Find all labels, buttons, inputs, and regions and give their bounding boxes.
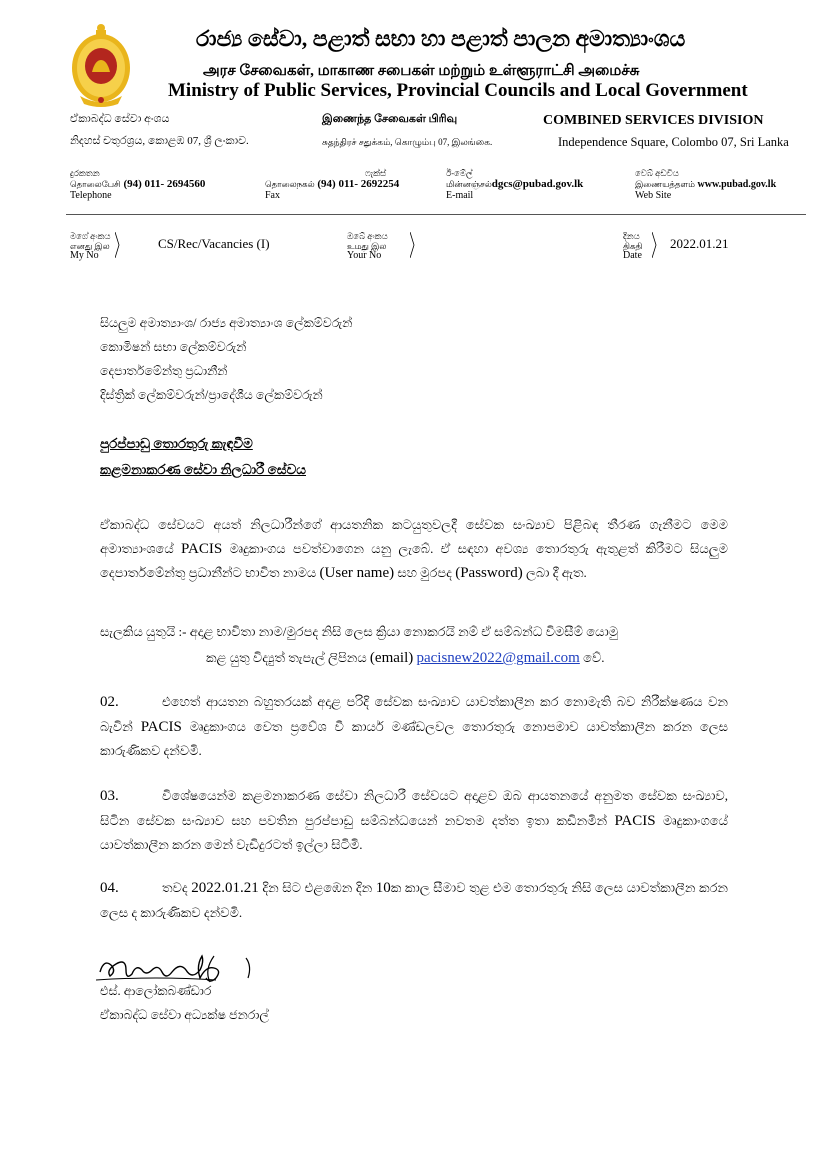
p2-pacis: PACIS bbox=[140, 718, 182, 735]
date-label bbox=[623, 232, 642, 261]
email-label-ta: மின்னஞ்சல் bbox=[446, 179, 492, 189]
website-address[interactable]: www.pubad.gov.lk bbox=[697, 179, 777, 190]
p4-days: 10 bbox=[375, 880, 391, 896]
division-name-english: COMBINED SERVICES DIVISION bbox=[543, 113, 764, 128]
p1-text-d: ලබා දී ඇත. bbox=[522, 565, 587, 580]
telephone-number: (94) 011- 2694560 bbox=[123, 178, 206, 190]
my-no-label-en: My No bbox=[70, 250, 99, 261]
telephone-label-ta: தொலைபேசி bbox=[70, 179, 121, 189]
contact-telephone bbox=[70, 168, 205, 201]
signatory-title: ඒකාබද්ධ සේවා අධ්‍යක්ෂ ජනරාල් bbox=[100, 1008, 269, 1022]
website-label-ta: இணையத்தளம் bbox=[635, 179, 695, 189]
paragraph-3 bbox=[100, 784, 728, 857]
date-label-ta: திகதி bbox=[623, 240, 643, 251]
your-no-label bbox=[347, 232, 388, 261]
contact-email-link[interactable]: pacisnew2022@gmail.com bbox=[416, 650, 580, 666]
your-no-label-en: Your No bbox=[347, 250, 382, 261]
p3-number: 03. bbox=[100, 788, 119, 804]
p4-text-a: තවද bbox=[162, 880, 192, 895]
note-text-a: කළ යුතු විද්‍යුත් තැපැල් ලිපිනය bbox=[206, 650, 370, 665]
my-no-value: CS/Rec/Vacancies (I) bbox=[158, 236, 270, 251]
telephone-label-si: දුරකතන bbox=[70, 168, 100, 178]
paragraph-1 bbox=[100, 513, 728, 586]
p4-date: 2022.01.21 bbox=[191, 880, 259, 896]
your-no-label-si: ඔබේ අංකය bbox=[347, 231, 388, 241]
p4-number: 04. bbox=[100, 880, 119, 896]
addressee-line: දෙපාර්තමේන්තු ප්‍රධානීන් bbox=[100, 364, 228, 378]
p1-password: (Password) bbox=[455, 565, 523, 581]
contact-fax bbox=[265, 168, 399, 201]
date-value: 2022.01.21 bbox=[670, 236, 729, 251]
date-label-en: Date bbox=[623, 250, 642, 261]
bracket-icon bbox=[652, 232, 657, 258]
bracket-icon bbox=[115, 232, 120, 258]
p3-pacis: PACIS bbox=[614, 812, 656, 829]
p3-text-a: විශේෂයෙන්ම කළමනාකරණ සේවා නිලධාරී සේවයට අදාළව ඔබ ආයතනයේ අනුමත සේවක සංඛ්‍යාව, සිටින සේවක සංඛ්‍යාව සහ පවතින පුරප්පාඩු සම්බන්ධයෙන් නවතම දත්ත ඉතා කඩිනමින් bbox=[100, 788, 728, 828]
fax-number: (94) 011- 2692254 bbox=[317, 178, 400, 190]
paragraph-4 bbox=[100, 876, 728, 924]
p2-text-b: මෘදුකාංගය වෙත ප්‍රවේශ වී කාර්ය මණ්ඩලවල තොරතුරු නොපමාව යාවත්කාලීන කරන ලෙස කාරුණිකව දන්වමි. bbox=[100, 718, 728, 758]
my-no-label-ta: எனது இல bbox=[70, 240, 110, 251]
ministry-name-sinhala: රාජ්‍ය සේවා, පළාත් සභා හා පළාත් පාලන අමාත්‍යාංශය bbox=[196, 26, 686, 51]
note-email-label: (email) bbox=[369, 650, 414, 666]
website-label-si: වෙබ් අඩවිය bbox=[635, 168, 679, 178]
ministry-name-english: Ministry of Public Services, Provincial Councils and Local Government bbox=[168, 80, 748, 101]
p2-text-a: එහෙත් ආයතන බහුතරයක් අදාළ පරිදි සේවක සංඛ්‍යාව යාවත්කාලීන කර නොමැති බව නිරීක්ෂණය වන බැවින් bbox=[100, 694, 728, 734]
p4-text-b: දින සිට එළඹෙන දින bbox=[258, 880, 376, 895]
ministry-name-tamil: அரச சேவைகள், மாகாண சபைகள் மற்றும் உள்ளூராட்சி அமைச்சு bbox=[203, 63, 640, 79]
p1-text-a: ඒකාබද්ධ සේවයට අයත් නිලධාරීන්ගේ ආයතනික කටයුතුවලදී සේවක සංඛ්‍යාව පිළිබඳ තීරණ ගැනීමට මෙම අමාත්‍යාංශයේ bbox=[100, 517, 728, 556]
my-no-label-si: මගේ අංකය bbox=[70, 231, 111, 241]
p1-text-b: මෘදුකාංගය පවත්වාගෙන යනු ලැබේ. ඒ සඳහා අවශ්‍ය තොරතුරු ඇතුළත් කිරීමට සියලුම දෙපාර්තමේන්තු ප්‍රධානීන්ට භාවිත නාමය bbox=[100, 540, 728, 580]
p1-pacis: PACIS bbox=[181, 540, 223, 557]
subject-line-2: කළමනාකරණ සේවා නිලධාරී සේවය bbox=[100, 462, 306, 477]
website-label-en: Web Site bbox=[635, 190, 672, 201]
note-line-2 bbox=[206, 650, 605, 667]
subject-line-1: පුරප්පාඩු තොරතුරු කැඳවීම bbox=[100, 436, 253, 451]
fax-label-si: ෆැක්ස් bbox=[365, 168, 387, 178]
addressee-line: දිස්ත්‍රික් ලේකම්වරුන්/ප්‍රාදේශීය ලේකම්වරුන් bbox=[100, 388, 323, 402]
contact-email bbox=[446, 168, 583, 201]
contact-website bbox=[635, 168, 776, 201]
p1-text-c: සහ මුරපද bbox=[394, 565, 456, 580]
fax-label-ta: தொலைநகல் bbox=[265, 179, 315, 189]
signatory-name: එස්. ආලෝකබණ්ඩාර bbox=[100, 984, 212, 998]
note-line-1: සැලකිය යුතුයි :- අදාළ භාවිතා නාම/මුරපද නිසි ලෙස ක්‍රියා නොකරයි නම් ඒ සම්බන්ධ විමසීම් යොමු bbox=[100, 624, 619, 639]
email-label-si: ඊ-මේල් bbox=[446, 168, 473, 178]
p4-text-c: ක කාල සීමාව තුළ එම තොරතුරු නිසි ලෙස යාවත්කාලීන කරන ලෙස ද කාරුණිකව දන්වමි. bbox=[100, 880, 728, 920]
division-name-tamil: இணைந்த சேவைகள் பிரிவு bbox=[322, 113, 458, 125]
p3-text-b: මෘදුකාංගයේ යාවත්කාලීන කරන මෙන් වැඩිදුරටත් ඉල්ලා සිටිමි. bbox=[100, 812, 728, 852]
addressee-line: කොමිෂන් සභා ලේකම්වරුන් bbox=[100, 340, 247, 354]
address-english: Independence Square, Colombo 07, Sri Lanka bbox=[558, 135, 789, 149]
p1-username: (User name) bbox=[319, 565, 395, 581]
addressee-line: සියලුම අමාත්‍යාංශ/ රාජ්‍ය අමාත්‍යාංශ ලේකම්වරුන් bbox=[100, 316, 353, 330]
date-label-si: දිනය bbox=[623, 231, 640, 241]
your-no-label-ta: உமது இல bbox=[347, 240, 387, 251]
note-text-b: වේ. bbox=[579, 650, 605, 665]
address-tamil: சுதந்திரச் சதுக்கம், கொழும்பு 07, இலங்கை. bbox=[322, 137, 493, 147]
paragraph-2 bbox=[100, 690, 728, 763]
telephone-label-en: Telephone bbox=[70, 190, 112, 201]
p2-number: 02. bbox=[100, 694, 119, 710]
email-address[interactable]: dgcs@pubad.gov.lk bbox=[491, 178, 584, 190]
address-sinhala: නිදහස් චතුරශ්‍රය, කොළඹ 07, ශ්‍රී ලංකාව. bbox=[70, 135, 249, 147]
fax-line bbox=[265, 178, 399, 191]
division-name-sinhala: ඒකාබද්ධ සේවා අංශය bbox=[70, 113, 170, 125]
sri-lanka-emblem-icon bbox=[70, 22, 132, 110]
email-label-en: E-mail bbox=[446, 190, 474, 201]
fax-label-en: Fax bbox=[265, 190, 280, 201]
my-no-label bbox=[70, 232, 111, 261]
bracket-icon bbox=[410, 232, 415, 258]
header-divider bbox=[66, 214, 806, 215]
handwritten-signature bbox=[96, 948, 276, 988]
